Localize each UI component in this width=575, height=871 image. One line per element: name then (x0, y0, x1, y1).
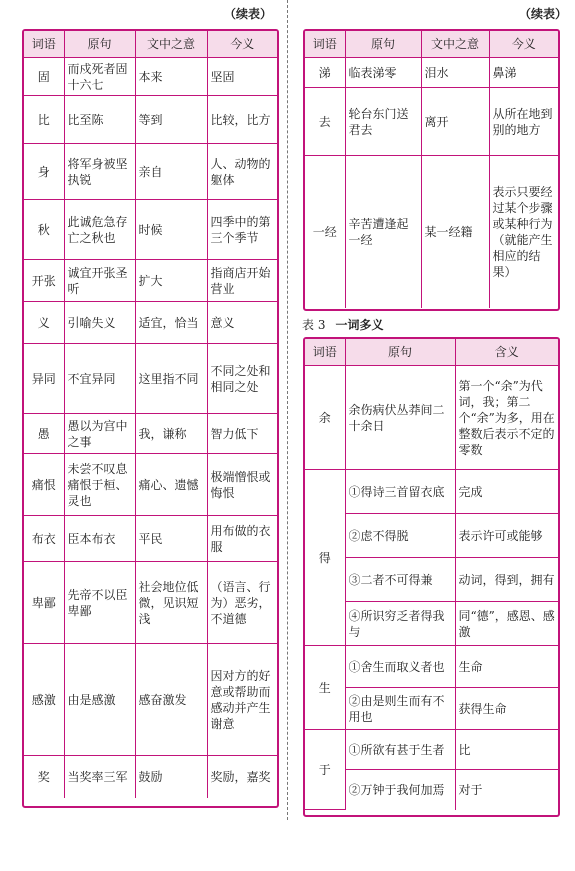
modern-cell: 比较，比方 (207, 96, 277, 144)
header-meaning: 文中之意 (135, 31, 207, 58)
modern-cell: 奖励，嘉奖 (207, 756, 277, 798)
sentence-cell: 余伤病伏丛莽间二十余日 (345, 366, 455, 470)
sentence-cell: ①所欲有甚于生者 (345, 730, 455, 770)
table-row (24, 260, 277, 302)
header-meaning: 含义 (455, 339, 558, 366)
modern-cell: （语言、行为）恶劣，不道德 (207, 562, 277, 644)
header-word: 词语 (305, 339, 345, 366)
sentence-cell: 比至陈 (64, 96, 135, 144)
table-row (24, 200, 277, 260)
modern-cell: 指商店开始营业 (207, 260, 277, 302)
modern-cell: 因对方的好意或帮助而感动并产生谢意 (207, 644, 277, 756)
table-row (305, 470, 558, 514)
word-cell: 卑鄙 (24, 562, 64, 644)
sentence-cell: 将军身被坚执锐 (64, 144, 135, 200)
modern-cell: 四季中的第三个季节 (207, 200, 277, 260)
header-modern: 今义 (489, 31, 558, 58)
meaning-cell: 比 (455, 730, 558, 770)
sentence-cell: ①得诗三首留衣底 (345, 470, 455, 514)
meaning-cell: 生命 (455, 646, 558, 688)
meaning-cell: 本来 (135, 58, 207, 96)
table-row (305, 730, 558, 770)
sentence-cell: 愚以为宫中之事 (64, 414, 135, 454)
meaning-cell: 离开 (421, 88, 489, 156)
meaning-cell: 我，谦称 (135, 414, 207, 454)
word-cell: 秋 (24, 200, 64, 260)
meaning-cell: 感奋激发 (135, 644, 207, 756)
left-table (22, 29, 279, 808)
table-row (305, 156, 558, 308)
header-meaning: 文中之意 (421, 31, 489, 58)
word-cell: 去 (305, 88, 345, 156)
meaning-cell: 时候 (135, 200, 207, 260)
modern-cell: 极端憎恨或悔恨 (207, 454, 277, 516)
sentence-cell: ③二者不可得兼 (345, 558, 455, 602)
table-row (24, 302, 277, 344)
meaning-cell: 等到 (135, 96, 207, 144)
sentence-cell: ②虑不得脱 (345, 514, 455, 558)
word-cell: 比 (24, 96, 64, 144)
meaning-cell: 同“德”，感恩、感激 (455, 602, 558, 646)
table-row (305, 366, 558, 470)
header-word: 词语 (305, 31, 345, 58)
sentence-cell: 由是感激 (64, 644, 135, 756)
meaning-cell: 这里指不同 (135, 344, 207, 414)
word-cell: 布衣 (24, 516, 64, 562)
sentence-cell: 臣本布衣 (64, 516, 135, 562)
modern-cell: 用布做的衣服 (207, 516, 277, 562)
meaning-cell: 第一个“余”为代词，我；第二个“余”为多，用在整数后表示不定的零数 (455, 366, 558, 470)
sentence-cell: ④所识穷乏者得我与 (345, 602, 455, 646)
table-row (305, 88, 558, 156)
meaning-cell: 扩大 (135, 260, 207, 302)
word-cell: 身 (24, 144, 64, 200)
table-row (24, 516, 277, 562)
modern-cell: 智力低下 (207, 414, 277, 454)
word-cell: 固 (24, 58, 64, 96)
word-cell: 一经 (305, 156, 345, 308)
modern-cell: 鼻涕 (489, 58, 558, 88)
sentence-cell: 先帝不以臣卑鄙 (64, 562, 135, 644)
word-cell: 于 (305, 730, 345, 810)
continued-label-right: （续表） (518, 7, 567, 21)
meaning-cell: 某一经籍 (421, 156, 489, 308)
word-cell: 余 (305, 366, 345, 470)
sentence-cell: ②万钟于我何加焉 (345, 770, 455, 810)
continued-label-left: （续表） (223, 7, 272, 21)
table-row (24, 96, 277, 144)
word-cell: 愚 (24, 414, 64, 454)
word-cell: 生 (305, 646, 345, 730)
table3 (303, 337, 560, 817)
table-row (305, 646, 558, 688)
word-cell: 奖 (24, 756, 64, 798)
sentence-cell: 轮台东门送君去 (345, 88, 421, 156)
table3-title: 一词多义 (335, 318, 384, 332)
word-cell: 得 (305, 470, 345, 646)
meaning-cell: 平民 (135, 516, 207, 562)
table3-header (305, 339, 558, 366)
word-cell: 开张 (24, 260, 64, 302)
meaning-cell: 鼓励 (135, 756, 207, 798)
modern-cell: 表示只要经过某个步骤或某种行为（就能产生相应的结果） (489, 156, 558, 308)
meaning-cell: 泪水 (421, 58, 489, 88)
right-table-header (305, 31, 558, 58)
column-divider (287, 0, 288, 820)
header-sentence: 原句 (345, 31, 421, 58)
header-sentence: 原句 (64, 31, 135, 58)
modern-cell: 不同之处和相同之处 (207, 344, 277, 414)
meaning-cell: 对于 (455, 770, 558, 810)
table-row (24, 344, 277, 414)
sentence-cell: 未尝不叹息痛恨于桓、灵也 (64, 454, 135, 516)
table-row (24, 144, 277, 200)
table-row (24, 644, 277, 756)
meaning-cell: 社会地位低微，见识短浅 (135, 562, 207, 644)
sentence-cell: 不宜异同 (64, 344, 135, 414)
table-row (24, 756, 277, 798)
right-table (303, 29, 560, 311)
word-cell: 义 (24, 302, 64, 344)
meaning-cell: 表示许可或能够 (455, 514, 558, 558)
table-row (24, 562, 277, 644)
sentence-cell: 临表涕零 (345, 58, 421, 88)
modern-cell: 从所在地到别的地方 (489, 88, 558, 156)
meaning-cell: 获得生命 (455, 688, 558, 730)
word-cell: 感激 (24, 644, 64, 756)
header-word: 词语 (24, 31, 64, 58)
word-cell: 涕 (305, 58, 345, 88)
sentence-cell: 当奖率三军 (64, 756, 135, 798)
sentence-cell: ②由是则生而有不用也 (345, 688, 455, 730)
meaning-cell: 完成 (455, 470, 558, 514)
modern-cell: 坚固 (207, 58, 277, 96)
modern-cell: 意义 (207, 302, 277, 344)
table-row (24, 454, 277, 516)
sentence-cell: 引喻失义 (64, 302, 135, 344)
sentence-cell: ①舍生而取义者也 (345, 646, 455, 688)
sentence-cell: 而戍死者固十六七 (64, 58, 135, 96)
meaning-cell: 动词，得到，拥有 (455, 558, 558, 602)
meaning-cell: 适宜，恰当 (135, 302, 207, 344)
header-sentence: 原句 (345, 339, 455, 366)
word-cell: 异同 (24, 344, 64, 414)
table3-caption (302, 316, 383, 333)
meaning-cell: 痛心、遗憾 (135, 454, 207, 516)
table-row (305, 58, 558, 88)
modern-cell: 人、动物的躯体 (207, 144, 277, 200)
table-row (24, 414, 277, 454)
header-modern: 今义 (207, 31, 277, 58)
table3-number: 表 3 (302, 318, 326, 332)
sentence-cell: 辛苦遭逢起一经 (345, 156, 421, 308)
table-row (24, 58, 277, 96)
left-table-header (24, 31, 277, 58)
sentence-cell: 此诚危急存亡之秋也 (64, 200, 135, 260)
sentence-cell: 诚宜开张圣听 (64, 260, 135, 302)
meaning-cell: 亲自 (135, 144, 207, 200)
word-cell: 痛恨 (24, 454, 64, 516)
